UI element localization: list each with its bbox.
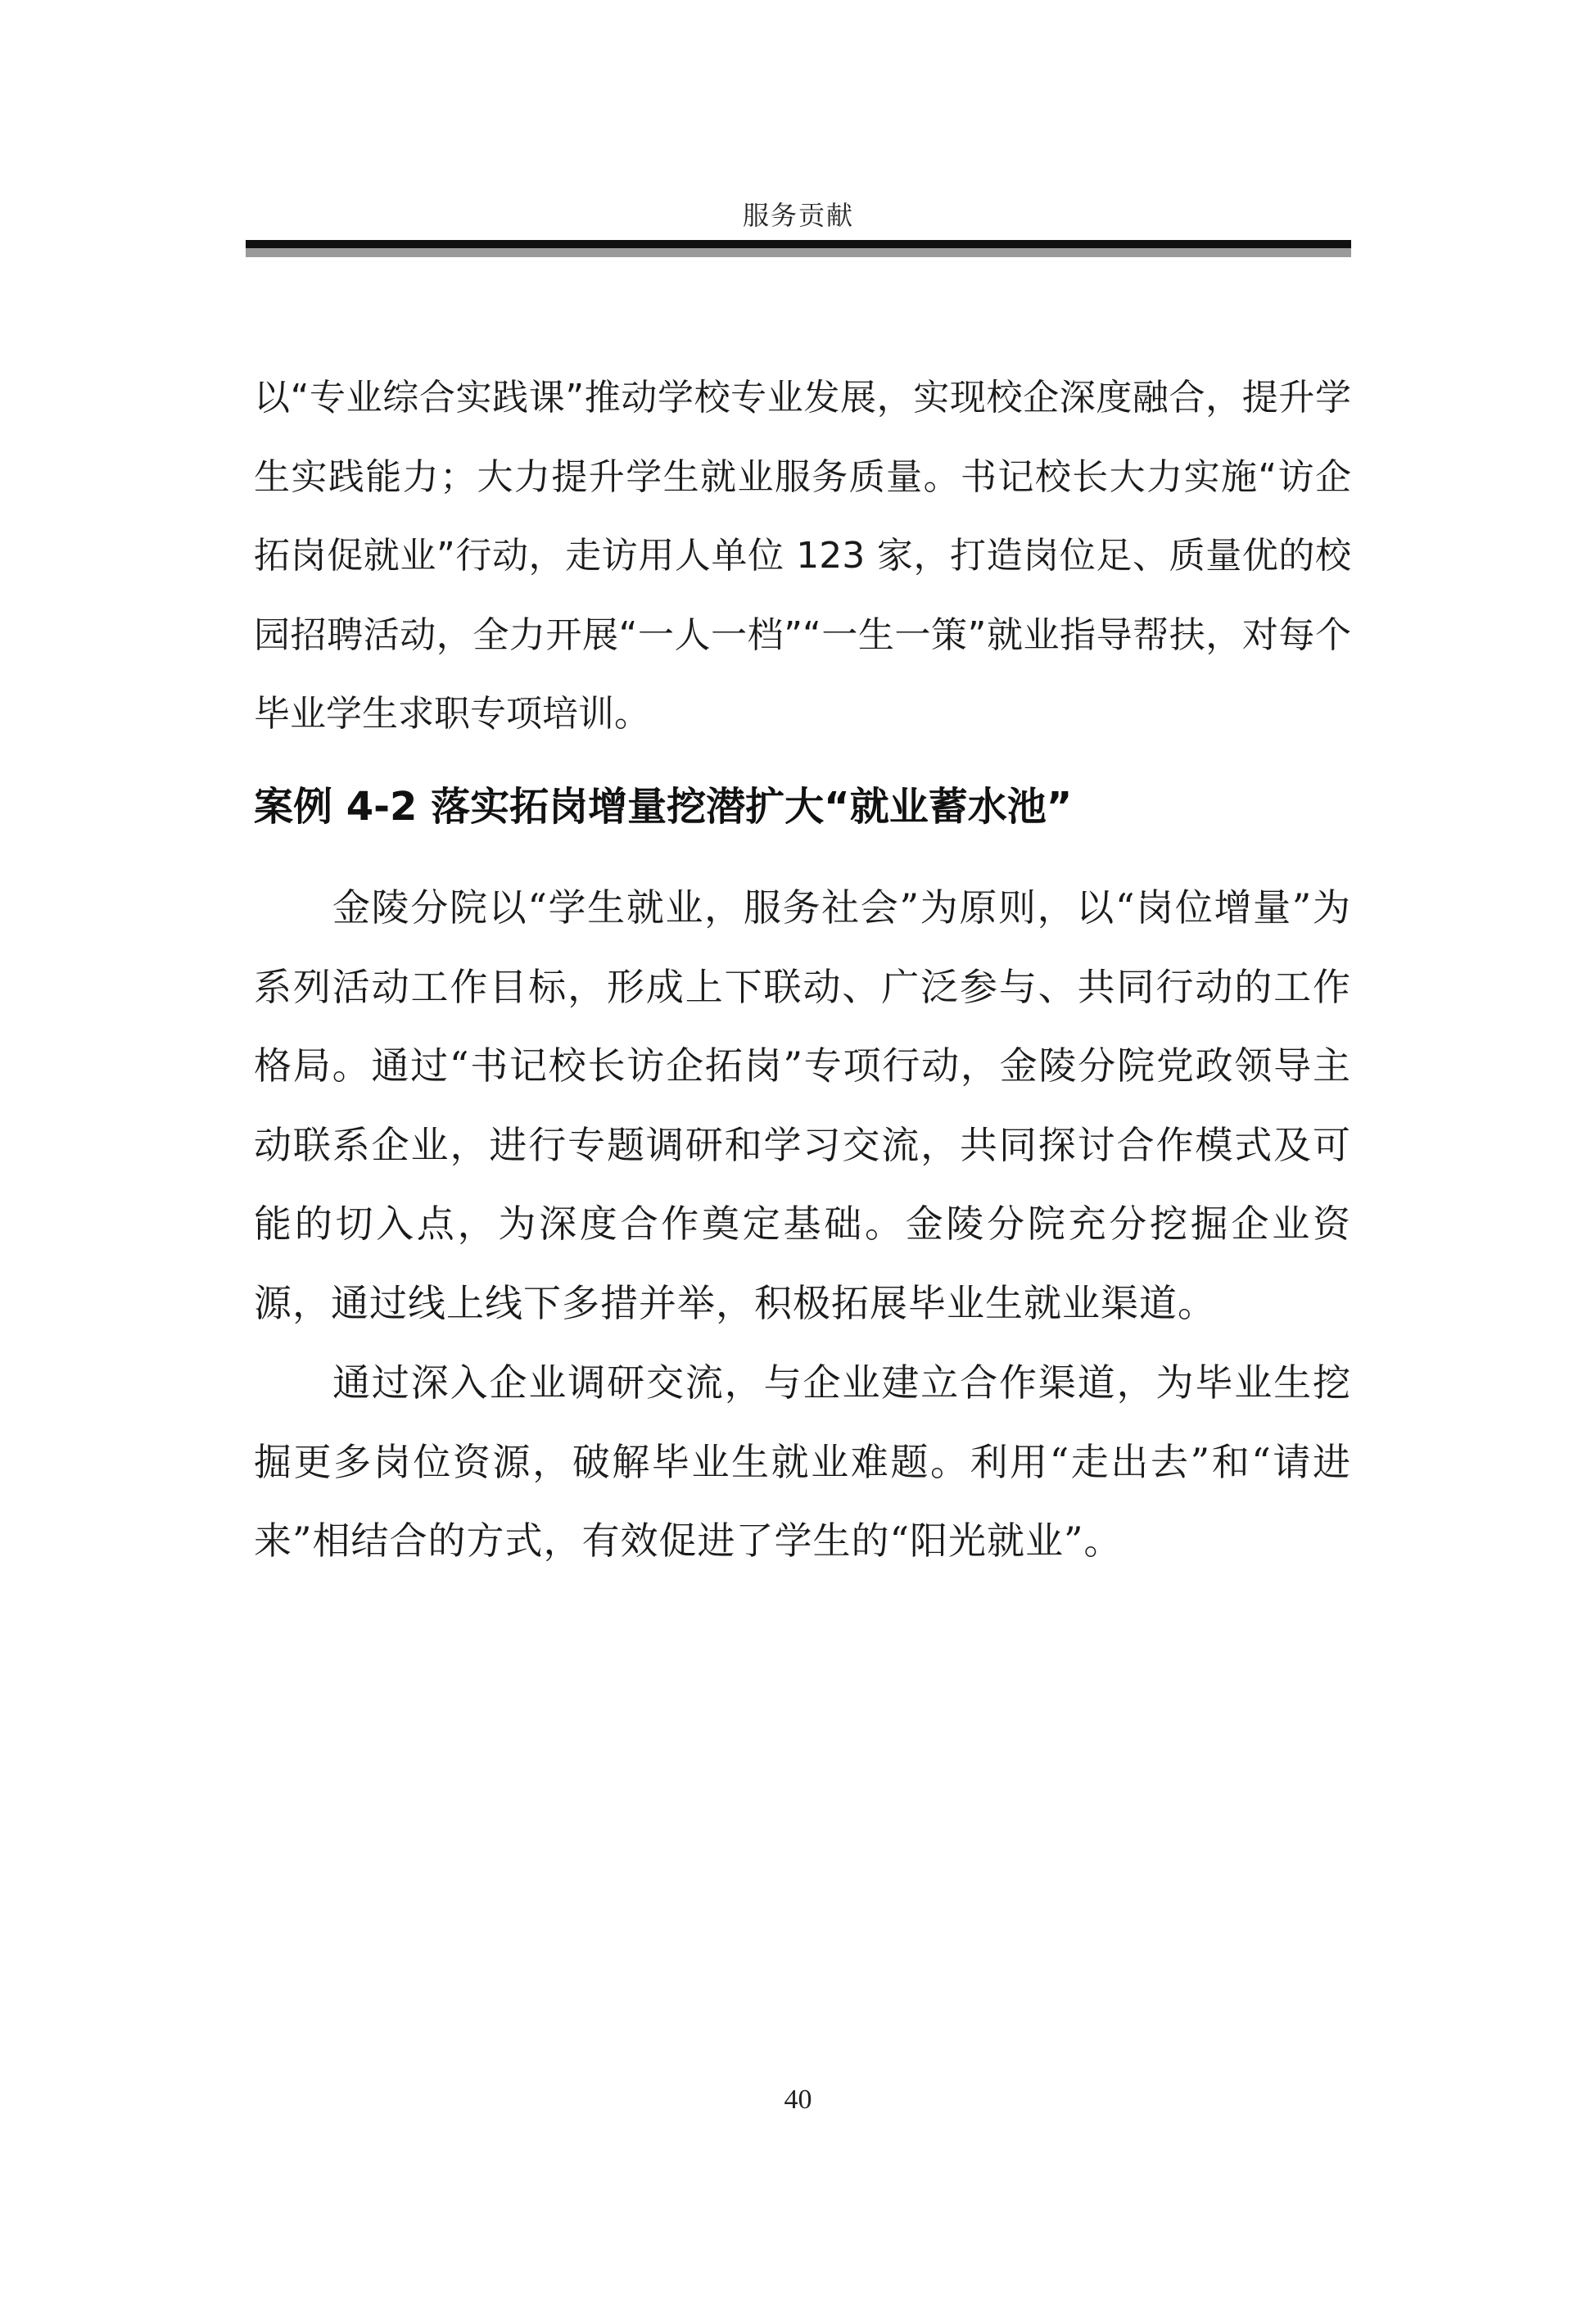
page-number: 40	[784, 2084, 812, 2115]
header-rule-shadow	[246, 248, 1351, 257]
running-header: 服务贡献	[742, 200, 854, 231]
case-heading: 案例 4-2 落实拓岗增量挖潜扩大“就业蓄水池”	[254, 784, 1073, 830]
body-paragraph-3: 通过深入企业调研交流，与企业建立合作渠道，为毕业生挖掘更多岗位资源，破解毕业生就业难题。利用“走出去”和“请进来”相结合的方式，有效促进了学生的“阳光就业”。	[254, 1360, 1351, 1563]
body-paragraph-1: 以“专业综合实践课”推动学校专业发展，实现校企深度融合，提升学生实践能力；大力提升学生就业服务质量。书记校长大力实施“访企拓岗促就业”行动，走访用人单位 123 家，打造岗位足、质量优的校园招聘活动，全力开展“一人一档”“一生一策”就业指导帮扶，对每个毕业学生求职专项培训。	[254, 377, 1351, 735]
body-paragraph-2: 金陵分院以“学生就业，服务社会”为原则，以“岗位增量”为系列活动工作目标，形成上下联动、广泛参与、共同行动的工作格局。通过“书记校长访企拓岗”专项行动，金陵分院党政领导主动联系企业，进行专题调研和学习交流，共同探讨合作模式及可能的切入点，为深度合作奠定基础。金陵分院充分挖掘企业资源，通过线上线下多措并举，积极拓展毕业生就业渠道。	[254, 885, 1351, 1325]
header-rule	[246, 240, 1351, 248]
